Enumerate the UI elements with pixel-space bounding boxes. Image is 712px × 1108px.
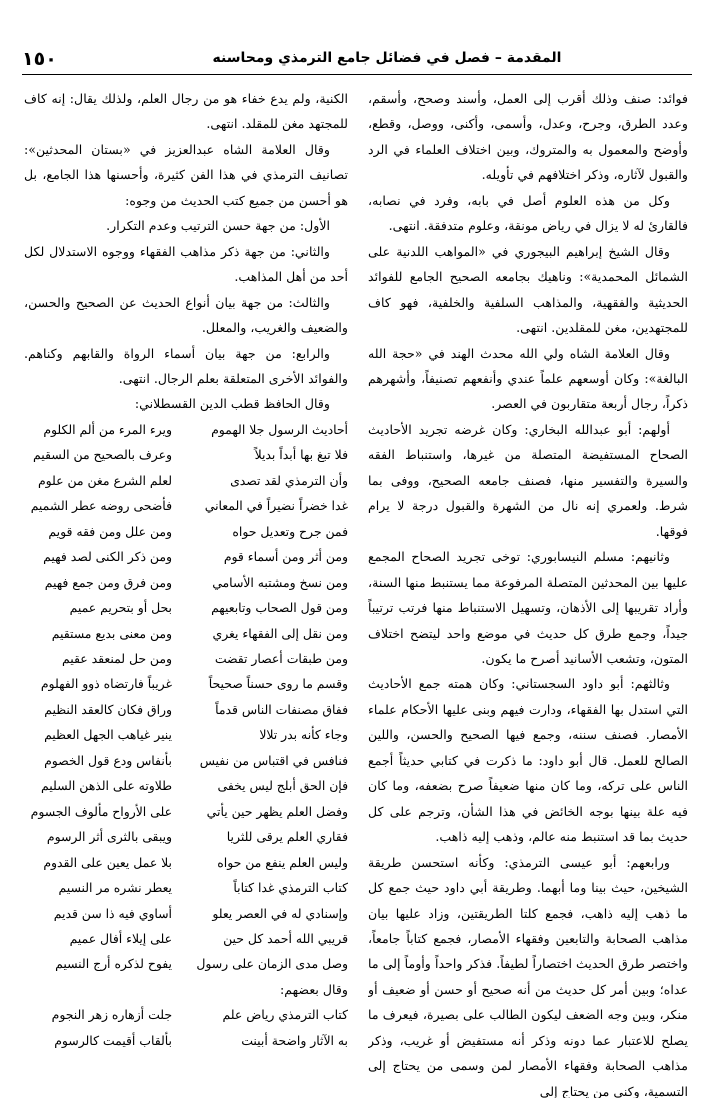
paragraph: وقال بعضهم: (279, 981, 348, 997)
verse-first-hemistich: كتاب الترمذي غدا كتاباً (233, 880, 348, 896)
verse-second-hemistich: ومن حل لمنعقد عقيم (62, 650, 172, 666)
verse-second-hemistich: وراق فكان كالعقد النظيم (44, 701, 172, 717)
verse-second-hemistich: جلت أزهاره زهر النجوم (51, 1007, 172, 1023)
verse-line (24, 442, 348, 467)
right-column (368, 86, 688, 1098)
verse-first-hemistich: فإن الحق أبلج ليس يخفى (217, 778, 348, 794)
poem-verses (24, 417, 348, 977)
verse-second-hemistich: ومن علل ومن فقه قويم (48, 523, 172, 539)
verse-second-hemistich: ينير غياهب الجهل العظيم (44, 727, 172, 743)
paragraph: ورابعهم: أبو عيسى الترمذي: وكأنه استحسن طريقة الشيخين، حيث بينا وما أبهما. وطريقة أبي داود حيث جمع كل ما ذهب إليه ذاهب، فجمع كلتا الطريقتين، وزاد عليها بيان مذاهب الصحابة والتابعين وفقهاء الأمصار، فجمع كتاباً جامعاً، واختصر طرق الحديث اختصاراً لطيفاً. فذكر واحداً وأوماً إلى ما عداه؛ وبين أمر كل حديث من أنه صحيح أو حسن أو ضعيف أو منكر، وبين وجه الضعف ليكون الطالب على بصيرة، فيعرف ما يصلح للاعتبار عما دونه وذكر أنه مستفيض أو غريب، وذكر مذاهب الصحابة وفقهاء الأمصار لمن وسمى من يحتاج إلى التسمية، وكنى من يحتاج إلى (368, 854, 688, 1098)
verse-line (24, 901, 348, 926)
verse-first-hemistich: فلا تبغ بها أبداً بديلاً (254, 447, 348, 463)
verse-first-hemistich: وقسم ما روى حسناً صحيحاً (208, 676, 348, 692)
verse-first-hemistich: وجاء كأنه بدر تلالا (259, 727, 348, 743)
verse-second-hemistich: يفوح لذكره أرج النسيم (55, 956, 172, 972)
paragraph: وثانيهم: مسلم النيسابوري: توخى تجريد الصحاح المجمع عليها بين المحدثين المتصلة المرفوعة مما يستنبط منها السنة، وأراد تقريبها إلى الأذهان، وتسهيل الاستنباط منها فرتب ترتيباً جيداً، وجمع طرق كل حديث في موضع واحد ليتضح اختلاف المتون، وتشعب الأسانيد أصرح ما يكون. (368, 549, 688, 666)
verse-first-hemistich: غدا خضراً نضيراً في المعاني (204, 498, 348, 514)
verse-first-hemistich: وليس العلم ينفع من حواه (217, 854, 348, 870)
verse-line (24, 824, 348, 849)
verse-line (24, 544, 348, 569)
verse-second-hemistich: لعلم الشرع مغن من علوم (37, 472, 172, 488)
paragraph: والثالث: من جهة بيان أنواع الحديث عن الصحيح والحسن، والضعيف والغريب، والمعلل. (24, 294, 348, 336)
verse-line (24, 519, 348, 544)
verse-second-hemistich: فأضحى روضه عطر الشميم (30, 498, 172, 514)
verse-second-hemistich: بحل أو بتحريم عميم (69, 600, 172, 616)
verse-first-hemistich: وأن الترمذي لقد تصدى (230, 472, 348, 488)
verse-second-hemistich: ويبقى بالثرى أثر الرسوم (46, 829, 172, 845)
verse-first-hemistich: ومن طبقات أعصار تقضت (214, 650, 348, 666)
verse-second-hemistich: غريباً فارتضاه ذوو الفهلوم (40, 676, 172, 692)
paragraph: وقال العلامة الشاه ولي الله محدث الهند في «حجة الله البالغة»: وكان أوسعهم علماً عندي وأنفعهم تصنيفاً، وأشهرهم ذكراً، رجال أربعة متقاربون في العصر. (368, 345, 688, 412)
verse-second-hemistich: بلا عمل يعين على القدوم (43, 854, 172, 870)
verse-second-hemistich: ويرء المرء من ألم الكلوم (43, 421, 172, 437)
verse-line (24, 646, 348, 671)
verse-second-hemistich: يعطر نشره مر النسيم (58, 880, 172, 896)
verse-second-hemistich: ومن فرق ومن جمع فهيم (44, 574, 172, 590)
verse-line (24, 621, 348, 646)
verse-second-hemistich: بأنفاس ودع قول الخصوم (44, 752, 172, 768)
paragraph: أولهم: أبو عبدالله البخاري: وكان غرضه تجريد الأحاديث الصحاح المستفيضة المتصلة من غيرها، واستنباط الفقه والسيرة والتفسير منها، فصنف جامعه الصحيح، ووفى بما شرط. ولعمري إنه نال من الشهرة والقبول درجة لا يرام فوقها. (368, 421, 688, 539)
verse-line (24, 1028, 348, 1053)
verse-line (24, 417, 348, 442)
verse-first-hemistich: به الآثار واضحة أبينت (241, 1032, 348, 1048)
paragraph: وقال الشيخ إبراهيم البيجوري في «المواهب اللدنية على الشمائل المحمدية»: وناهيك بجامعه الصحيح الجامع للفوائد الحديثية والفقهية، والمذاهب السلفية والخلفية، فهو كاف للمجتهدين، مغن للمقلدين. انتهى. (368, 243, 688, 336)
verse-line (24, 748, 348, 773)
page-number: ١٥٠ (22, 48, 57, 70)
verse-first-hemistich: ومن قول الصحاب وتابعيهم (211, 600, 348, 616)
verse-first-hemistich: ومن نسخ ومشتبه الأسامي (212, 574, 348, 590)
verse-first-hemistich: فقاري العلم يرقى للثريا (226, 829, 348, 845)
verse-second-hemistich: على الأرواح مألوف الجسوم (30, 803, 172, 819)
paragraph: وقال العلامة الشاه عبدالعزيز في «بستان المحدثين»: تصانيف الترمذي في هذا الفن كثيرة، وأحسنها هذا الجامع، بل هو أحسن من جميع كتب الحديث من وجوه: (24, 141, 348, 208)
verse-first-hemistich: كتاب الترمذي رياض علم (222, 1007, 348, 1023)
verse-line (24, 1002, 348, 1027)
verse-second-hemistich: وعرف بالصحيح من السقيم (33, 447, 172, 463)
paragraph: فوائد: صنف وذلك أقرب إلى العمل، وأسند وصحح، وأسقم، وعدد الطرق، وجرح، وعدل، وأسمى، وأكنى، ووصل، وقطع، وأوضح والمعمول به والمتروك، وبين اختلاف العلماء في الرد والقبول لآثاره، وذكر اختلافهم في تأويله. (368, 91, 688, 183)
verse-second-hemistich: بألقاب أقيمت كالرسوم (54, 1032, 172, 1048)
verse-line (24, 799, 348, 824)
verse-first-hemistich: فمن جرح وتعديل حواه (232, 523, 348, 539)
poem-verses-2 (24, 1002, 348, 1053)
verse-second-hemistich: على إيلاء أفال عميم (69, 930, 172, 946)
verse-line (24, 468, 348, 493)
running-title: المقدمة – فصل في فضائل جامع الترمذي ومحاسنه (212, 50, 562, 66)
verse-second-hemistich: أساوي فيه ذا سن قديم (53, 905, 172, 921)
verse-first-hemistich: أحاديث الرسول جلا الهموم (211, 421, 348, 437)
verse-second-hemistich: طلاوته على الذهن السليم (40, 778, 172, 794)
verse-line (24, 671, 348, 696)
verse-line (24, 951, 348, 976)
paragraph: وقال الحافظ قطب الدين القسطلاني: (134, 396, 330, 412)
paragraph: والثاني: من جهة ذكر مذاهب الفقهاء ووجوه الاستدلال لكل أحد من أهل المذاهب. (24, 243, 348, 285)
verse-first-hemistich: ومن نقل إلى الفقهاء يغري (212, 625, 348, 641)
paragraph: الكنية، ولم يدع خفاء هو من رجال العلم، ولذلك يقال: إنه كاف للمجتهد مغن للمقلد. انتهى. (24, 91, 348, 132)
verse-first-hemistich: فنافس في اقتباس من نفيس (199, 752, 348, 768)
paragraph: والرابع: من جهة بيان أسماء الرواة والقابهم وكناهم. والفوائد الأخرى المتعلقة بعلم الرجال. انتهى. (24, 345, 348, 386)
verse-first-hemistich: وفضل العلم يظهر حين يأتي (206, 803, 348, 819)
verse-first-hemistich: وإسنادي له في العصر يعلو (212, 905, 348, 921)
verse-line (24, 722, 348, 747)
verse-line (24, 850, 348, 875)
verse-line (24, 493, 348, 518)
verse-line (24, 570, 348, 595)
paragraph: الأول: من جهة حسن الترتيب وعدم التكرار. (106, 218, 330, 234)
verse-second-hemistich: ومن معنى بديع مستقيم (51, 625, 172, 641)
verse-second-hemistich: ومن ذكر الكنى لصد فهيم (43, 549, 172, 565)
verse-line (24, 875, 348, 900)
page-header (22, 40, 692, 75)
verse-first-hemistich: ففاق مصنفات الناس قدماً (215, 701, 348, 717)
paragraph: وثالثهم: أبو داود السجستاني: وكان همته جمع الأحاديث التي استدل بها الفقهاء، ودارت فيهم وبنى عليها الأحكام علماء الأمصار. فصنف سننه، وجمع فيها الصحيح والحسن، واللين الصالح للعمل. قال أبو داود: ما ذكرت في كتابي حديثاً أجمع الناس على تركه، وما كان منها ضعيفاً صرح بضعفه، وما كان فيه علة بينها بوجه الخائض في هذا الشأن، وترجم على كل حديث بما قد استنبط منه عالم، وذهب إليه ذاهب. (368, 676, 688, 845)
verse-line (24, 773, 348, 798)
paragraph: وكل من هذه العلوم أصل في بابه، وفرد في نصابه، فالقارئ له لا يزال في رياض مونقة، وعلوم متدفقة. انتهى. (368, 192, 688, 234)
verse-first-hemistich: ومن أثر ومن أسماء قوم (223, 549, 348, 565)
verse-line (24, 697, 348, 722)
verse-line (24, 595, 348, 620)
left-column (24, 86, 348, 1098)
verse-line (24, 926, 348, 951)
verse-first-hemistich: وصل مدى الزمان على رسول (196, 956, 348, 972)
verse-first-hemistich: قريبي الله أحمد كل حين (223, 930, 348, 946)
